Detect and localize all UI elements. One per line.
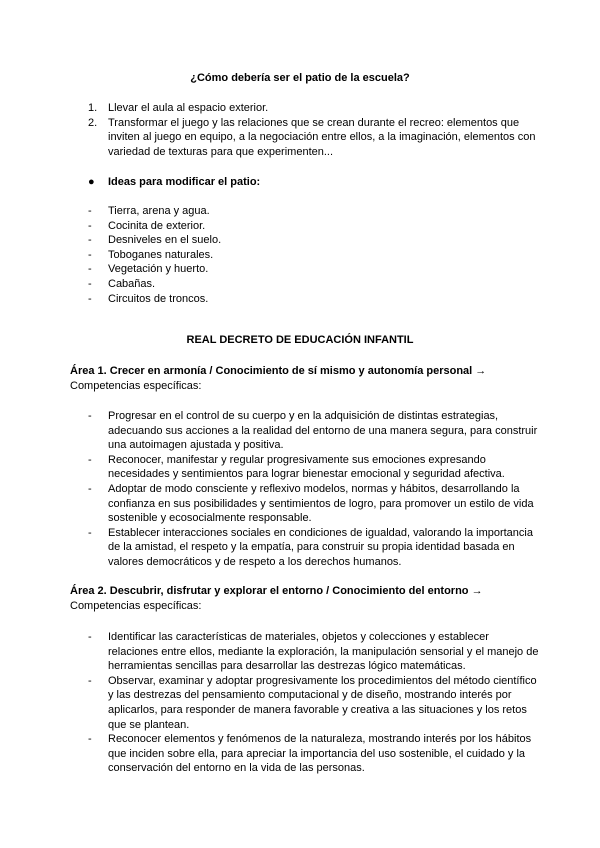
list-item-text: Llevar el aula al espacio exterior.: [108, 102, 269, 114]
ideas-heading: [70, 175, 540, 190]
list-item: [70, 101, 540, 116]
list-item-text: Desniveles en el suelo.: [108, 234, 222, 247]
area1-title: Área 1. Crecer en armonía / Conocimiento de sí mismo y autonomía personal →: [70, 365, 487, 377]
list-item: [70, 732, 540, 776]
patio-numbered-list: [70, 101, 540, 159]
dash-icon: -: [88, 526, 92, 539]
list-item: [70, 526, 540, 570]
list-item: [70, 204, 540, 219]
area2-competencias-list: [70, 630, 540, 776]
dash-icon: -: [88, 277, 92, 290]
dash-icon: -: [88, 631, 92, 643]
list-item-text: Cocinita de exterior.: [108, 219, 206, 232]
area2-header: [70, 584, 540, 613]
list-item-text: Toboganes naturales.: [108, 248, 214, 261]
dash-icon: -: [88, 674, 92, 687]
list-item: [70, 292, 540, 307]
dash-icon: -: [88, 482, 92, 495]
list-item-text: Tierra, arena y agua.: [108, 205, 210, 217]
list-item: [70, 277, 540, 292]
ideas-list: [70, 204, 540, 306]
dash-icon: -: [88, 248, 92, 261]
area2-subtitle: Competencias específicas:: [70, 599, 202, 612]
dash-icon: -: [88, 733, 92, 746]
list-item-text: Identificar las características de materiales, objetos y colecciones y establecer relaciones entre ellos, mediante la exploración, la manipulación sensorial y el manejo de herramientas sencillas para desarrollar las destrezas lógico matemáticas.: [108, 631, 539, 673]
decreto-heading: REAL DECRETO DE EDUCACIÓN INFANTIL: [186, 334, 414, 346]
list-item-text: Transformar el juego y las relaciones que se crean durante el recreo: elementos que inviten al juego en equipo, a la negociación entre ellos, a la imaginación, elementos con variedad de texturas para que experimenten...: [108, 116, 536, 158]
ideas-heading-text: Ideas para modificar el patio:: [108, 176, 261, 188]
dash-icon: -: [88, 410, 92, 422]
list-item: [70, 262, 540, 277]
list-item: [70, 116, 540, 160]
bullet-icon: ●: [88, 176, 95, 188]
list-number: 1.: [88, 102, 98, 114]
list-item-text: Adoptar de modo consciente y reflexivo modelos, normas y hábitos, desarrollando la confianza en sus posibilidades y sentimientos de logro, para promover un estilo de vida sostenible y ecosocialmente responsable.: [108, 482, 534, 525]
area1-competencias-list: [70, 409, 540, 570]
list-item: [70, 219, 540, 234]
patio-heading: ¿Cómo debería ser el patio de la escuela?: [190, 72, 410, 84]
list-item-text: Progresar en el control de su cuerpo y en la adquisición de distintas estrategias, adecuando sus acciones a la realidad del entorno de una manera segura, para construir una autoimagen ajustada y positiva.: [108, 410, 538, 452]
list-item-text: Cabañas.: [108, 277, 156, 290]
list-item-text: Circuitos de troncos.: [108, 292, 209, 305]
list-item: [70, 409, 540, 453]
list-item-text: Reconocer, manifestar y regular progresivamente sus emociones expresando necesidades y sentimientos para lograr bienestar emocional y seguridad afectiva.: [108, 453, 505, 481]
list-item-text: Observar, examinar y adoptar progresivamente los procedimientos del método científico y las destrezas del pensamiento computacional y de diseño, mostrando interés por aplicarlos, para responder de manera favorable y creativa a las situaciones y los retos que se plantean.: [108, 674, 537, 731]
dash-icon: -: [88, 453, 92, 466]
dash-icon: -: [88, 219, 92, 232]
list-number: 2.: [88, 116, 98, 129]
list-item-text: Establecer interacciones sociales en condiciones de igualdad, valorando la importancia de la amistad, el respeto y la empatía, para construir su propia identidad basada en valores democráticos y de respeto a los derechos humanos.: [108, 526, 533, 568]
list-item: [70, 674, 540, 732]
list-item: [70, 630, 540, 674]
dash-icon: -: [88, 292, 92, 305]
dash-icon: -: [88, 205, 92, 217]
list-item-text: Vegetación y huerto.: [108, 263, 209, 276]
area2-title: Área 2. Descubrir, disfrutar y explorar el entorno / Conocimiento del entorno →: [70, 585, 483, 597]
dash-icon: -: [88, 234, 92, 247]
list-item: [70, 453, 540, 482]
list-item: [70, 482, 540, 526]
list-item-text: Reconocer elementos y fenómenos de la naturaleza, mostrando interés por los hábitos que inciden sobre ella, para apreciar la importancia del uso sostenible, el cuidado y la conservación del entorno en la vida de las personas.: [108, 733, 532, 775]
dash-icon: -: [88, 263, 92, 276]
area1-header: [70, 364, 540, 393]
list-item: [70, 248, 540, 263]
list-item: [70, 233, 540, 248]
area1-subtitle: Competencias específicas:: [70, 379, 202, 392]
